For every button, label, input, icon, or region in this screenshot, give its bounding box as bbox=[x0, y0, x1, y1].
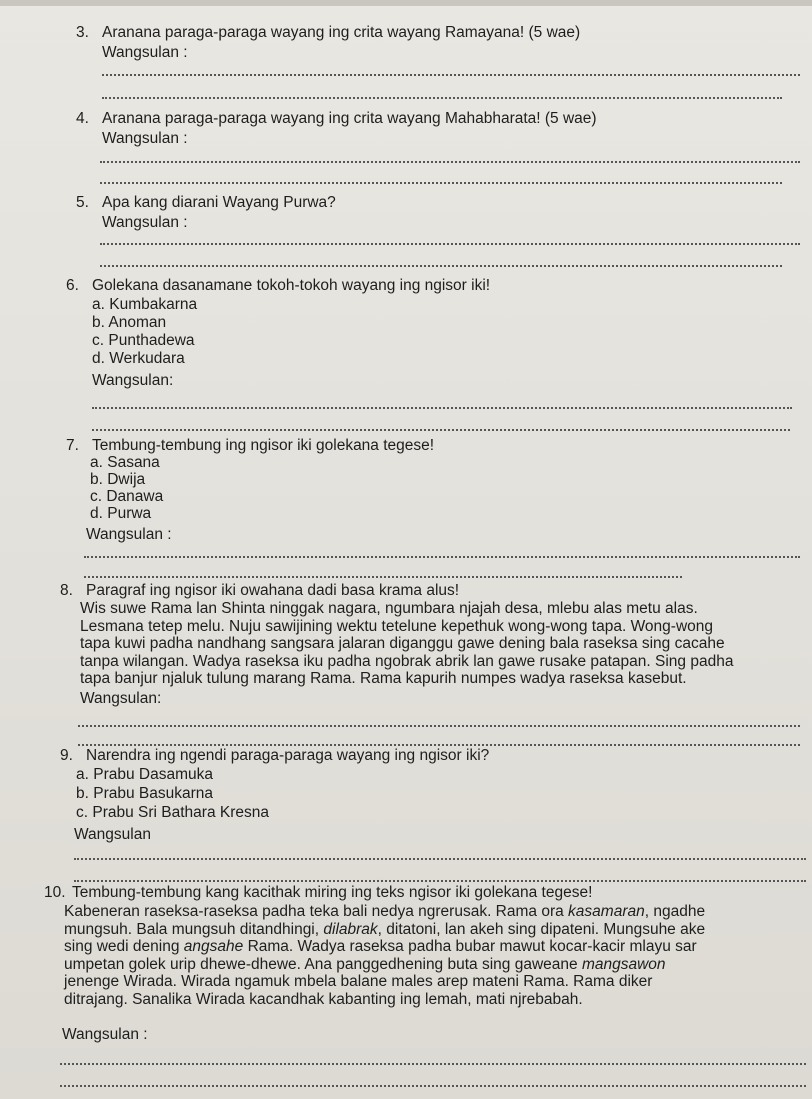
answer-line[interactable] bbox=[92, 429, 790, 431]
paragraph-line: tapa banjur njaluk tulung marang Rama. Rama kapurih numpes wadya raseksa kasebut. bbox=[80, 670, 687, 687]
question-4 bbox=[76, 110, 597, 128]
question-number: 9. bbox=[60, 747, 73, 764]
answer-line[interactable] bbox=[102, 97, 782, 99]
question-5 bbox=[76, 194, 336, 212]
answer-line[interactable] bbox=[78, 725, 800, 727]
question-text: Aranana paraga-paraga wayang ing crita wayang Mahabharata! (5 wae) bbox=[102, 110, 597, 127]
answer-line[interactable] bbox=[74, 858, 806, 860]
option-a: a. Kumbakarna bbox=[92, 296, 198, 313]
option-a: a. Sasana bbox=[90, 454, 160, 471]
option-b: b. Anoman bbox=[92, 314, 167, 331]
answer-label: Wangsulan : bbox=[62, 1026, 148, 1043]
answer-line[interactable] bbox=[78, 744, 800, 746]
answer-line[interactable] bbox=[60, 1063, 806, 1065]
paragraph-line: jenenge Wirada. Wirada ngamuk mbela balane males arep mateni Rama. Rama diker bbox=[64, 973, 653, 990]
answer-label: Wangsulan bbox=[74, 826, 151, 843]
answer-line[interactable] bbox=[84, 576, 682, 578]
paragraph bbox=[64, 903, 812, 1008]
question-7 bbox=[66, 437, 434, 455]
option-a: a. Prabu Dasamuka bbox=[76, 766, 213, 783]
question-10 bbox=[44, 884, 592, 902]
answer-line[interactable] bbox=[92, 407, 792, 409]
question-text: Paragraf ing ngisor iki owahana dadi basa krama alus! bbox=[86, 582, 460, 599]
answer-line[interactable] bbox=[60, 1085, 806, 1087]
question-number: 7. bbox=[66, 437, 79, 454]
question-3 bbox=[76, 24, 580, 42]
question-text: Aranana paraga-paraga wayang ing crita wayang Ramayana! (5 wae) bbox=[102, 24, 581, 41]
answer-label: Wangsulan : bbox=[102, 130, 188, 147]
question-number: 8. bbox=[60, 582, 73, 599]
answer-line[interactable] bbox=[100, 161, 800, 163]
answer-line[interactable] bbox=[100, 182, 782, 184]
option-c: c. Prabu Sri Bathara Kresna bbox=[76, 804, 269, 821]
paragraph-line: ditrajang. Sanalika Wirada kacandhak kabanting ing lemah, mati njrebabah. bbox=[64, 990, 583, 1008]
option-b: b. Prabu Basukarna bbox=[76, 785, 214, 802]
option-d: d. Werkudara bbox=[92, 350, 185, 367]
answer-line[interactable] bbox=[100, 265, 782, 267]
option-d: d. Purwa bbox=[90, 505, 152, 522]
answer-label: Wangsulan : bbox=[102, 44, 188, 61]
paragraph-line: tapa kuwi padha nandhang sangsara jalaran diganggu gawe dening bala raseksa sing cacahe bbox=[80, 635, 725, 652]
question-number: 6. bbox=[66, 277, 79, 294]
answer-label: Wangsulan : bbox=[102, 214, 188, 231]
question-text: Tembung-tembung kang kacithak miring ing teks ngisor iki golekana tegese! bbox=[72, 884, 593, 901]
question-number: 10. bbox=[44, 884, 66, 901]
paragraph-line: umpetan golek urip dhewe-dhewe. Ana panggedhening buta sing gaweane mangsawon bbox=[64, 955, 666, 973]
answer-line[interactable] bbox=[100, 243, 800, 245]
paragraph-line: Kabeneran raseksa-raseksa padha teka bali nedya ngrerusak. Rama ora kasamaran, ngadhe bbox=[64, 903, 706, 920]
question-9 bbox=[60, 747, 489, 765]
paragraph bbox=[80, 600, 786, 688]
question-8 bbox=[60, 582, 459, 600]
paragraph-line: Wis suwe Rama lan Shinta ninggak nagara, ngumbara njajah desa, mlebu alas metu alas. bbox=[80, 600, 698, 617]
paragraph-line: Lesmana tetep melu. Nuju sawijining wektu tetelune kepethuk wong-wong tapa. Wong-wong bbox=[80, 617, 714, 635]
answer-line[interactable] bbox=[74, 880, 806, 882]
question-number: 5. bbox=[76, 194, 89, 211]
paragraph-line: mungsuh. Bala mungsuh ditandhingi, dilabrak, ditatoni, lan akeh sing dipateni. Mungsuhe ake bbox=[64, 920, 706, 938]
answer-label: Wangsulan: bbox=[92, 372, 174, 389]
question-6 bbox=[66, 277, 490, 295]
paragraph-line: tanpa wilangan. Wadya raseksa iku padha ngobrak abrik lan gawe rusake patapan. Sing padha bbox=[80, 652, 734, 670]
option-c: c. Punthadewa bbox=[92, 332, 195, 349]
answer-line[interactable] bbox=[84, 556, 800, 558]
question-text: Tembung-tembung ing ngisor iki golekana tegese! bbox=[92, 437, 435, 454]
answer-label: Wangsulan : bbox=[86, 526, 172, 543]
question-number: 3. bbox=[76, 24, 89, 41]
question-number: 4. bbox=[76, 110, 89, 127]
option-b: b. Dwija bbox=[90, 471, 146, 488]
question-text: Golekana dasanamane tokoh-tokoh wayang ing ngisor iki! bbox=[92, 277, 491, 294]
paragraph-line: sing wedi dening angsahe Rama. Wadya raseksa padha bubar mawut kocar-kacir mlayu sar bbox=[64, 938, 697, 955]
answer-label: Wangsulan: bbox=[80, 690, 162, 707]
question-text: Narendra ing ngendi paraga-paraga wayang ing ngisor iki? bbox=[86, 747, 490, 764]
answer-line[interactable] bbox=[102, 74, 800, 76]
question-text: Apa kang diarani Wayang Purwa? bbox=[102, 194, 336, 211]
option-c: c. Danawa bbox=[90, 488, 164, 505]
